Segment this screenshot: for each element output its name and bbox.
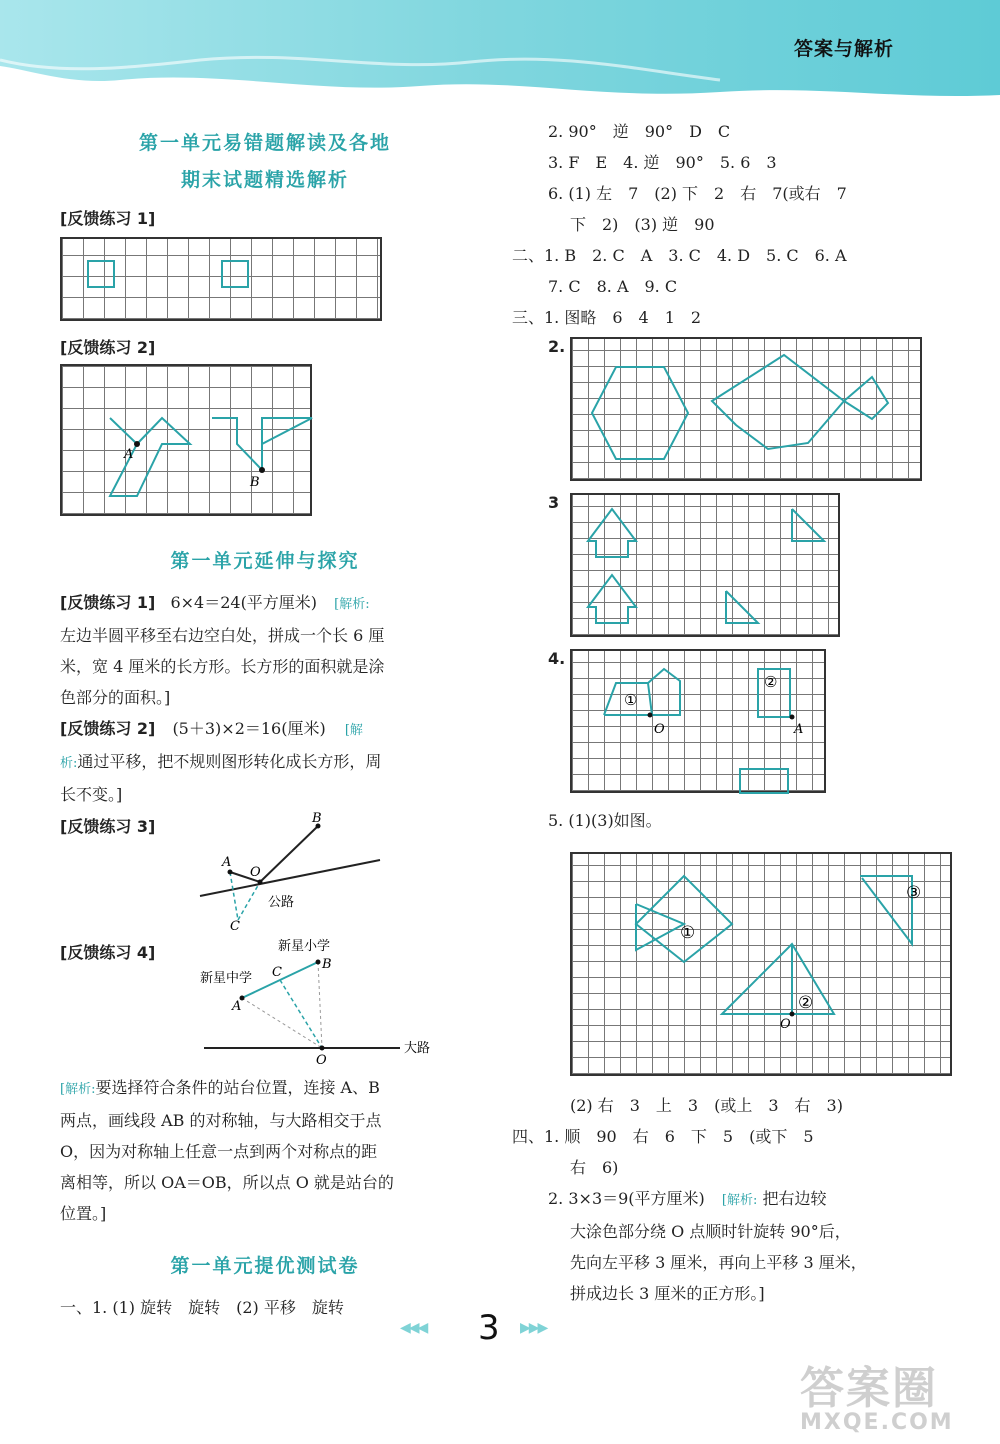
answer-line: 三、1. 图略 6 4 1 2 (512, 308, 702, 327)
grid-block-2 (512, 337, 932, 487)
grid5-circle-3: ③ (906, 883, 922, 903)
grid-2-shapes (62, 366, 314, 518)
answer-line: 大涂色部分绕 O 点顺时针旋转 90°后， (570, 1222, 851, 1241)
fig4-road-label: 大路 (404, 1041, 431, 1056)
answer-line: 3. F E 4. 逆 90° 5. 6 3 (548, 153, 777, 172)
ext-answer-2 (60, 713, 470, 746)
section-title-1b: 期末试题精选解析 (180, 169, 349, 191)
ext-1-line-4: 色部分的面积。] (60, 688, 171, 707)
ext-answer-2-value: (5＋3)×2＝16(厘米) (172, 719, 326, 738)
prev-arrows-icon: ◀◀◀ (400, 1320, 427, 1336)
feedback-label-2: [反馈练习 2] (60, 338, 156, 357)
ext-4-line-5: 位置。] (60, 1204, 107, 1223)
ext-4-line-2: 两点，画线段 AB 的对称轴，与大路相交于点 (60, 1111, 382, 1130)
grid4-label-a: A (794, 722, 804, 737)
answer-line (512, 1183, 932, 1216)
answer-line: (2) 右 3 上 3 (或上 3 右 3) (570, 1096, 843, 1115)
road-figure-4 (190, 936, 470, 1070)
answer-line: 先向左平移 3 厘米，再向上平移 3 厘米， (570, 1253, 867, 1272)
grid5-circle-2: ② (798, 993, 814, 1013)
tip-label: [解析: (721, 1193, 758, 1208)
ext-3-block (60, 810, 470, 936)
answer-line: 二、1. B 2. C A 3. C 4. D 5. C 6. A (512, 246, 847, 265)
grid5-label-o: O (780, 1017, 791, 1032)
tip-label: [解析: (334, 597, 370, 612)
fig3-label-b: B (312, 811, 322, 826)
grid-r4-shapes (572, 651, 828, 795)
answer-line: 7. C 8. A 9. C (548, 277, 678, 296)
ext-4-block (60, 936, 470, 1070)
grid-figure-1 (60, 237, 382, 321)
grid-r3-shapes (572, 495, 842, 639)
grid-1-shapes (62, 239, 384, 323)
grid-r5-shapes (572, 854, 954, 1078)
answer-line: 右 6) (570, 1158, 619, 1177)
fig3-label-c: C (230, 919, 240, 934)
section-title-3: 第一单元提优测试卷 (170, 1255, 360, 1277)
fig4-label-b: B (322, 957, 332, 972)
feedback-label-1: [反馈练习 1] (60, 209, 156, 228)
fig4-label-a: A (232, 999, 242, 1014)
answer-line: 下 2) (3) 逆 90 (570, 215, 715, 234)
grid4-label-o: O (654, 722, 665, 737)
ext-answer-1 (60, 587, 470, 620)
fig4-label-school1: 新星小学 (278, 939, 331, 954)
ext-label-2: [反馈练习 2] (60, 719, 156, 738)
ext-answer-1-value: 6×4＝24(平方厘米) (170, 593, 318, 612)
item-number: 4. (548, 649, 566, 668)
grid-figure-r4 (570, 649, 826, 793)
watermark-url: MXQE.COM (800, 1410, 954, 1435)
item-number: 3 (548, 493, 560, 512)
answer-text: 2. 3×3＝9(平方厘米) (548, 1189, 705, 1208)
fig4-label-c: C (272, 965, 282, 980)
ext-2-line-2-text: 通过平移，把不规则图形转化成长方形，周 (77, 752, 382, 771)
answer-line: 2. 90° 逆 90° D C (548, 122, 731, 141)
header-band (0, 0, 1000, 110)
tip-label: 析: (60, 756, 78, 771)
fig2-label-a: A (124, 447, 134, 462)
grid-figure-2 (60, 364, 312, 516)
grid5-circle-1: ① (680, 923, 696, 943)
ext-1-line-3: 米，宽 4 厘米的长方形。长方形的面积就是涂 (60, 657, 385, 676)
ext-4-line-1 (60, 1072, 470, 1105)
ext-1-line-2: 左边半圆平移至右边空白处，拼成一个长 6 厘 (60, 626, 385, 645)
answer-line: 5. (1)(3)如图。 (548, 811, 662, 830)
ext-label-1: [反馈练习 1] (60, 593, 156, 612)
answer-text: 把右边较 (762, 1189, 827, 1208)
fig3-road-label: 公路 (268, 895, 295, 910)
header-tag: 答案与解析 (794, 38, 895, 60)
next-arrows-icon: ▶▶▶ (520, 1320, 547, 1336)
watermark-text: 答案圈 (800, 1363, 938, 1414)
ext-4-line-4: 离相等，所以 OA＝OB，所以点 O 就是站台的 (60, 1173, 394, 1192)
answer-line: 6. (1) 左 7 (2) 下 2 右 7(或右 7 (548, 184, 847, 203)
fig4-label-school2: 新星中学 (200, 971, 253, 986)
ext-label-4: [反馈练习 4] (60, 943, 156, 962)
right-column (512, 116, 932, 1309)
section-title-1a: 第一单元易错题解读及各地 (138, 132, 391, 154)
section-title-2: 第一单元延伸与探究 (170, 550, 360, 572)
fig3-label-o: O (250, 865, 261, 880)
watermark (800, 1352, 954, 1435)
fig2-label-b: B (250, 475, 260, 490)
grid-figure-r5 (570, 852, 952, 1076)
ext-4-line-1-text: 要选择符合条件的站台位置，连接 A、B (95, 1078, 380, 1097)
grid-r2-shapes (572, 339, 924, 483)
tip-label: [解析: (60, 1082, 96, 1097)
grid-block-4 (512, 649, 932, 797)
road-figure-3 (190, 810, 390, 936)
test-q1: 一、1. (1) 旋转 旋转 (2) 平移 旋转 (60, 1298, 344, 1317)
fig3-label-a: A (222, 855, 232, 870)
grid4-circle-2: ② (764, 673, 778, 691)
ext-2-line-2 (60, 746, 470, 779)
fig4-label-o: O (316, 1053, 327, 1068)
grid-figure-r2 (570, 337, 922, 481)
tip-label: [解 (344, 723, 363, 738)
ext-2-line-3: 长不变。] (60, 785, 123, 804)
grid-figure-r3 (570, 493, 840, 637)
page-number: 3 (478, 1308, 500, 1348)
ext-4-line-3: O，因为对称轴上任意一点到两个对称点的距 (60, 1142, 378, 1161)
answer-line: 拼成边长 3 厘米的正方形。] (570, 1284, 765, 1303)
item-number: 2. (548, 337, 566, 356)
grid4-circle-1: ① (624, 691, 638, 709)
ext-label-3: [反馈练习 3] (60, 817, 156, 836)
grid-block-3 (512, 493, 932, 643)
answer-line: 四、1. 顺 90 右 6 下 5 (或下 5 (512, 1127, 814, 1146)
left-column (60, 128, 470, 1323)
